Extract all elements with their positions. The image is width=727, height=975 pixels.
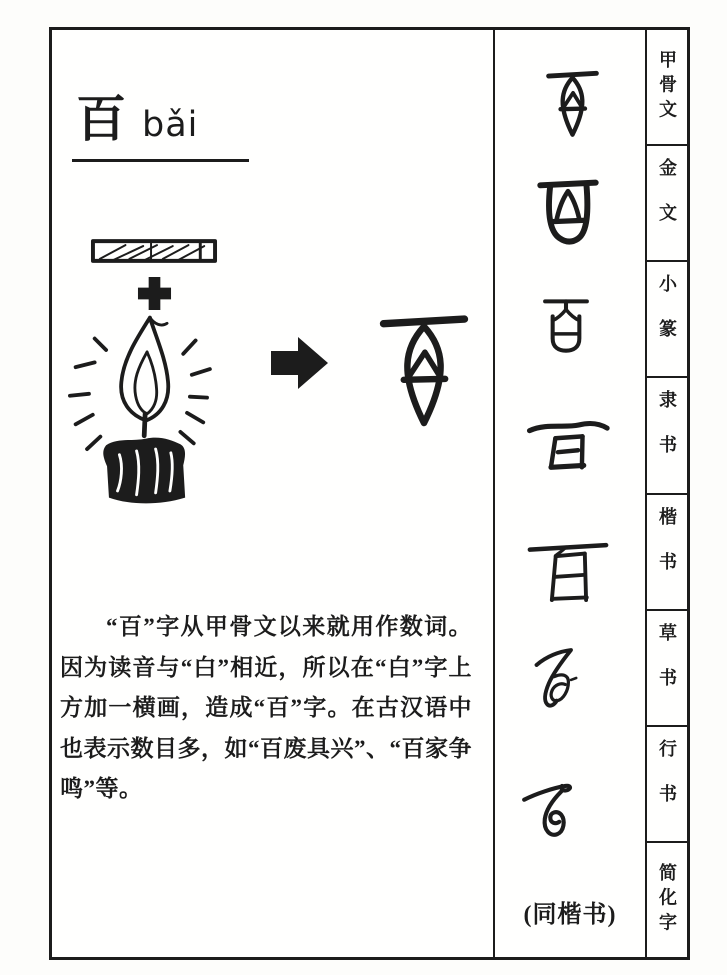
- simplified-note: (同楷书): [523, 902, 617, 928]
- regular-glyph: [526, 526, 610, 621]
- headword-pinyin: bǎi: [142, 105, 199, 145]
- bronze-glyph: [535, 176, 601, 255]
- burning-candle-icon: [62, 310, 234, 510]
- headword-underline: [72, 159, 249, 162]
- cursive-glyph: [532, 636, 584, 723]
- script-label-simplified: 简化字: [657, 862, 677, 938]
- plus-icon: [137, 276, 172, 311]
- clerical-glyph: [523, 413, 613, 478]
- arrow-right-icon: [271, 332, 329, 394]
- headword-hanzi: 百: [76, 91, 126, 147]
- explanation-paragraph: “百”字从甲骨文以来就用作数词。因为读音与“白”相近，所以在“白”字上方加一横画，造成“百”字。在古汉语中也表示数目多，如“百废具兴”、“百家争鸣”等。: [60, 614, 472, 802]
- script-label-small-seal: 小篆: [647, 262, 687, 378]
- script-label-oracle-bone: 甲骨文: [647, 30, 687, 146]
- script-label-running: 行书: [647, 727, 687, 843]
- page-frame: [49, 27, 690, 960]
- script-label-clerical: 隶书: [647, 378, 687, 494]
- script-label-column: [647, 30, 687, 957]
- script-label-cursive: 草书: [647, 611, 687, 727]
- running-glyph: [520, 772, 582, 849]
- script-label-regular: 楷书: [647, 495, 687, 611]
- headword: [76, 91, 199, 147]
- oracle-bone-bai-glyph-icon: [378, 298, 470, 434]
- small-seal-glyph: [537, 285, 595, 368]
- wood-block-icon: [90, 236, 218, 266]
- oracle-bone-glyph: [545, 63, 600, 144]
- script-label-bronze: 金文: [647, 146, 687, 262]
- glyph-column: [495, 30, 645, 957]
